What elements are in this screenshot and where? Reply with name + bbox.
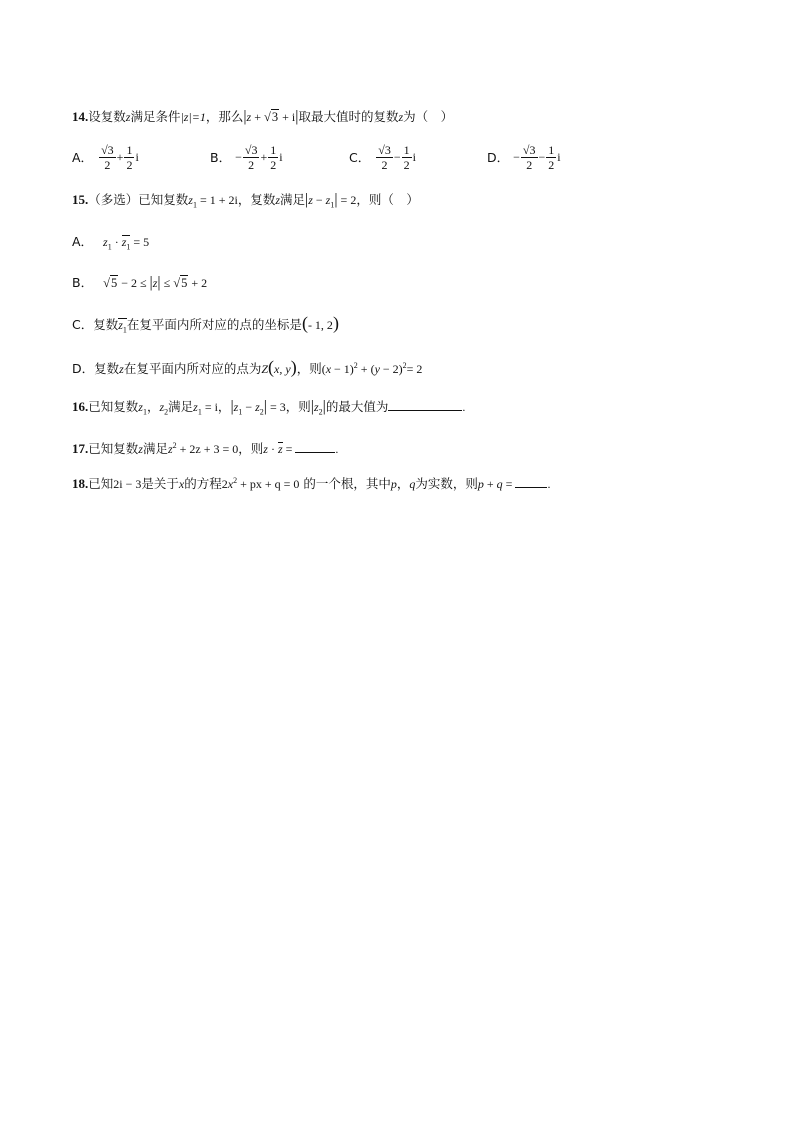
question-17-number: 17. [72, 441, 89, 457]
question-14-option-a: A． $\frac{√3}{2}$ + $\frac{1}{2}$ i [72, 142, 139, 172]
question-14-condition: |z|=1 [180, 110, 206, 124]
answer-blank[interactable] [388, 398, 462, 411]
answer-blank[interactable] [295, 440, 335, 453]
question-14-number: 14. [72, 109, 89, 124]
question-15-option-c: C．复数$z_1$在复平面内所对应的点的坐标是(- 1, 2) [72, 313, 339, 335]
question-15-option-a: A． $z_1 \cdot z_1 = 5$ [72, 234, 150, 252]
question-18-stem: 18.已知2i − 3是关于x的方程$2x^2$ + px + q = 0 的一个根，其中p，q为实数，则p + q = . [72, 476, 551, 492]
question-17-stem: 17.已知复数z满足$z^2 + 2z + 3 = 0$，则z · z = . [72, 441, 339, 457]
question-16-number: 16. [72, 399, 89, 414]
question-14-option-b: B． − $\frac{√3}{2}$ + $\frac{1}{2}$ i [210, 142, 283, 172]
question-18-number: 18. [72, 476, 89, 492]
question-14-option-c: C． $\frac{√3}{2}$ − $\frac{1}{2}$ i [349, 142, 416, 172]
question-15-option-d: D．复数z在复平面内所对应的点为Z(x, y)，则$(x - 1)^2 + (y - 2)^2= 2$ [72, 357, 423, 378]
question-15-number: 15. [72, 192, 89, 207]
question-15-stem: 15.（多选）已知复数$z_1 = 1 + 2i$，复数z满足$|z - z_1| = 2$，则（ ） [72, 191, 419, 210]
answer-blank[interactable] [515, 475, 547, 488]
question-15-option-b: B． √5 − 2 ≤ |z| ≤ √5 + 2 [72, 274, 208, 291]
question-16-stem: 16.已知复数$z_1$，$z_2$满足$z_1 = i$，$|z_1 - z_2| = 3$，则$|z_2|$的最大值为 . [72, 398, 466, 417]
question-14-stem: 14.设复数z满足条件|z|=1，那么|z + √3 + i|取最大值时的复数z为（ ） [72, 108, 454, 125]
question-14-option-d: D． − $\frac{√3}{2}$ − $\frac{1}{2}$ i [487, 142, 561, 172]
